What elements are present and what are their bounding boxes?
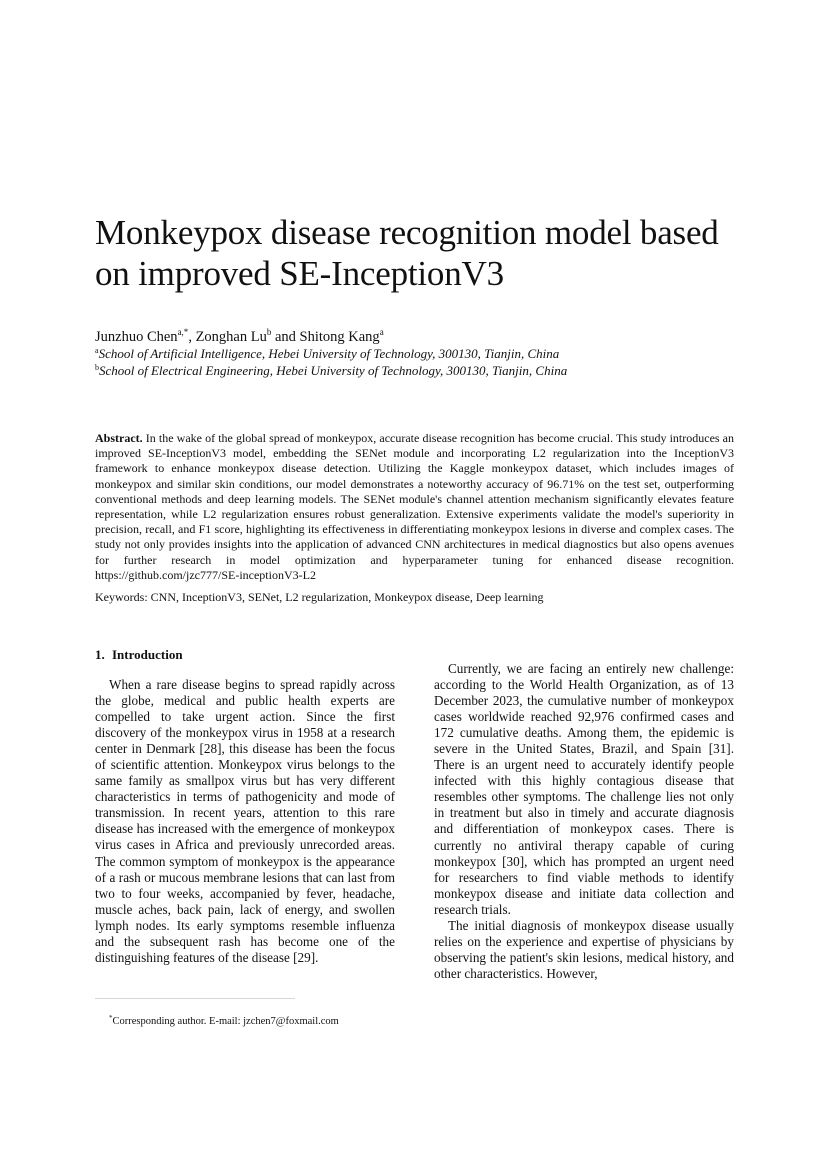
affiliation-text: School of Artificial Intelligence, Hebei University of Technology, 300130, Tianjin, China xyxy=(98,346,560,361)
affiliation-text: School of Electrical Engineering, Hebei University of Technology, 300130, Tianjin, China xyxy=(99,363,568,378)
author-separator: , xyxy=(188,329,196,345)
keywords: Keywords: CNN, InceptionV3, SENet, L2 regularization, Monkeypox disease, Deep learning xyxy=(95,590,544,604)
footnote xyxy=(109,1012,339,1028)
footnote-divider xyxy=(95,998,295,999)
abstract-label: Abstract. xyxy=(95,431,143,445)
body-paragraph: Currently, we are facing an entirely new challenge: according to the World Health Organization, as of 13 December 2023, the cumulative number of monkeypox cases worldwide reached 92,976 confirmed cases and 172 cumulative deaths. Among them, the epidemic is severe in the United States, Brazil, and Spain [31]. There is an urgent need to accurately identify people infected with this highly contagious disease that resembles other symptoms. The challenge lies not only in treatment but also in timely and accurate diagnosis and differentiation of monkeypox cases. There is currently no antiviral therapy capable of curing monkeypox [30], which has prompted an urgent need for researchers to find viable methods to identify monkeypox disease and initiate data collection and research trials. xyxy=(434,661,734,917)
author-name: Junzhuo Chen xyxy=(95,329,178,345)
section-heading xyxy=(95,647,395,663)
affiliation xyxy=(95,360,567,379)
left-column xyxy=(95,647,395,966)
affiliation-mark: a xyxy=(95,346,99,355)
section-title: Introduction xyxy=(112,647,183,662)
author-name: Shitong Kang xyxy=(299,329,380,345)
abstract-text: In the wake of the global spread of monkeypox, accurate disease recognition has become crucial. This study introduces an improved SE-InceptionV3 model, embedding the SENet module and incorporating L2 regularization into the InceptionV3 framework to enhance monkeypox disease detection. Utilizing the Kaggle monkeypox dataset, which includes images of monkeypox and similar skin conditions, our model demonstrates a noteworthy accuracy of 96.71% on the test set, outperforming conventional methods and deep learning models. The SENet module's channel attention mechanism significantly elevates feature representation, while L2 regularization ensures robust generalization. Extensive experiments validate the model's superiority in precision, recall, and F1 score, highlighting its effectiveness in differentiating monkeypox lesions in diverse and complex cases. The study not only provides insights into the application of advanced CNN architectures in medical diagnostics but also opens avenues for further research in model optimization and hyperparameter tuning for enhanced disease recognition. https://github.com/jzc777/SE-inceptionV3-L2 xyxy=(95,431,735,582)
body-paragraph: When a rare disease begins to spread rapidly across the globe, medical and public health experts are compelled to take urgent action. Since the first discovery of the monkeypox virus in 1958 at a research center in Denmark [28], this disease has been the focus of scientific attention. Monkeypox virus belongs to the same family as smallpox virus but has very different characteristics in terms of pathogenicity and mode of transmission. In recent years, attention to this rare disease has increased with the emergence of monkeypox virus cases in Africa and previously unrecorded areas. The common symptom of monkeypox is the appearance of a rash or mucous membrane lesions that can last from two to four weeks, accompanied by fever, headache, muscle aches, back pain, lack of energy, and swollen lymph nodes. Its early symptoms resemble influenza and the subsequent rash has become one of the distinguishing features of the disease [29]. xyxy=(95,677,395,965)
abstract xyxy=(95,431,734,583)
body-paragraph: The initial diagnosis of monkeypox disease usually relies on the experience and expertise of physicians by observing the patient's skin lesions, medical history, and other characteristics. However, xyxy=(434,917,734,981)
paper-title: Monkeypox disease recognition model based on improved SE-InceptionV3 xyxy=(95,213,719,293)
author-mark: a,* xyxy=(177,327,189,337)
author-name: Zonghan Lu xyxy=(195,329,267,345)
right-column xyxy=(434,661,734,982)
section-number: 1. xyxy=(95,647,105,662)
footnote-mark: * xyxy=(109,1014,113,1022)
author-mark: a xyxy=(379,327,384,337)
footnote-text: Corresponding author. E-mail: jzchen7@foxmail.com xyxy=(112,1016,339,1027)
affiliation-mark: b xyxy=(95,363,99,372)
author-separator: and xyxy=(271,329,300,345)
author-mark: b xyxy=(266,327,272,337)
